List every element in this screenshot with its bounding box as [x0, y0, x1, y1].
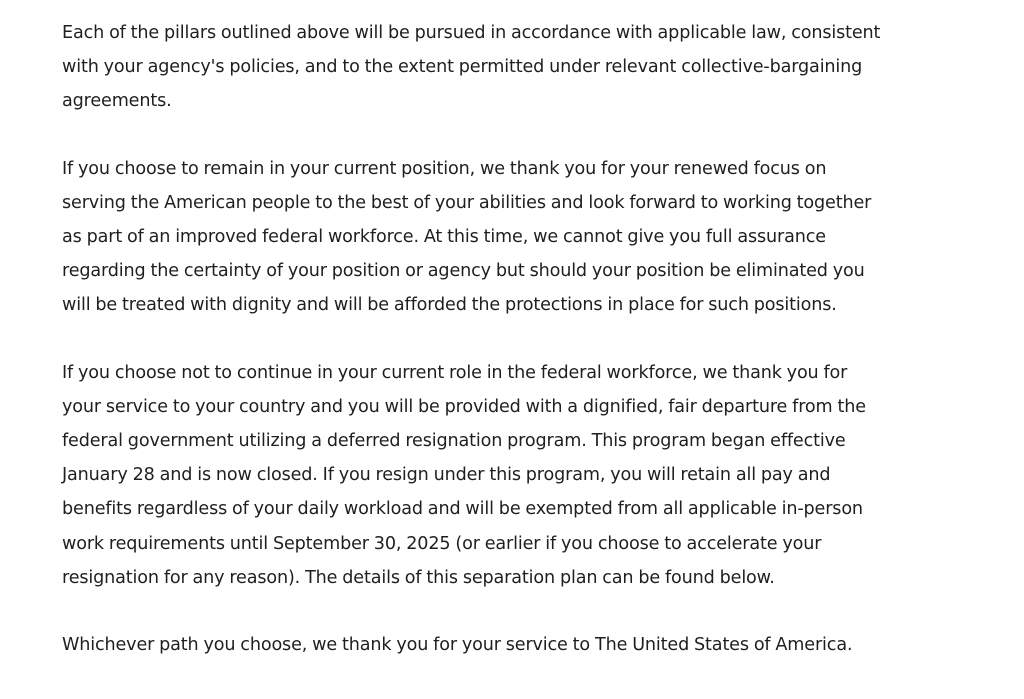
text-line: federal government utilizing a deferred resignation program. This program began effective: [62, 431, 846, 452]
text-line: regarding the certainty of your position or agency but should your position be eliminated you: [62, 261, 865, 282]
text-line: Whichever path you choose, we thank you for your service to The United States of America.: [62, 635, 853, 656]
text-line: January 28 and is now closed. If you resign under this program, you will retain all pay and: [62, 465, 831, 486]
text-line: resignation for any reason). The details of this separation plan can be found below.: [62, 567, 775, 588]
text-line: agreements.: [62, 91, 172, 112]
text-line: work requirements until September 30, 2025 (or earlier if you choose to accelerate your: [62, 533, 822, 554]
paragraph-deferred-resignation: [62, 356, 1004, 595]
text-line: your service to your country and you will be provided with a dignified, fair departure from the: [62, 396, 866, 417]
text-line: benefits regardless of your daily workload and will be exempted from all applicable in-person: [62, 499, 863, 520]
text-line: Each of the pillars outlined above will be pursued in accordance with applicable law, consistent: [62, 23, 881, 43]
text-line: as part of an improved federal workforce. At this time, we cannot give you full assurance: [62, 227, 826, 248]
text-line: serving the American people to the best of your abilities and look forward to working together: [62, 192, 872, 213]
text-line: If you choose not to continue in your current role in the federal workforce, we thank you for: [62, 362, 848, 383]
paragraph-legal-compliance: [62, 16, 1004, 119]
text-line: with your agency's policies, and to the extent permitted under relevant collective-bargaining: [62, 57, 863, 78]
text-line: will be treated with dignity and will be afforded the protections in place for such positions.: [62, 295, 837, 316]
paragraph-closing: [62, 628, 1004, 662]
text-line: If you choose to remain in your current position, we thank you for your renewed focus on: [62, 158, 827, 179]
paragraph-remain-in-position: [62, 152, 1004, 323]
